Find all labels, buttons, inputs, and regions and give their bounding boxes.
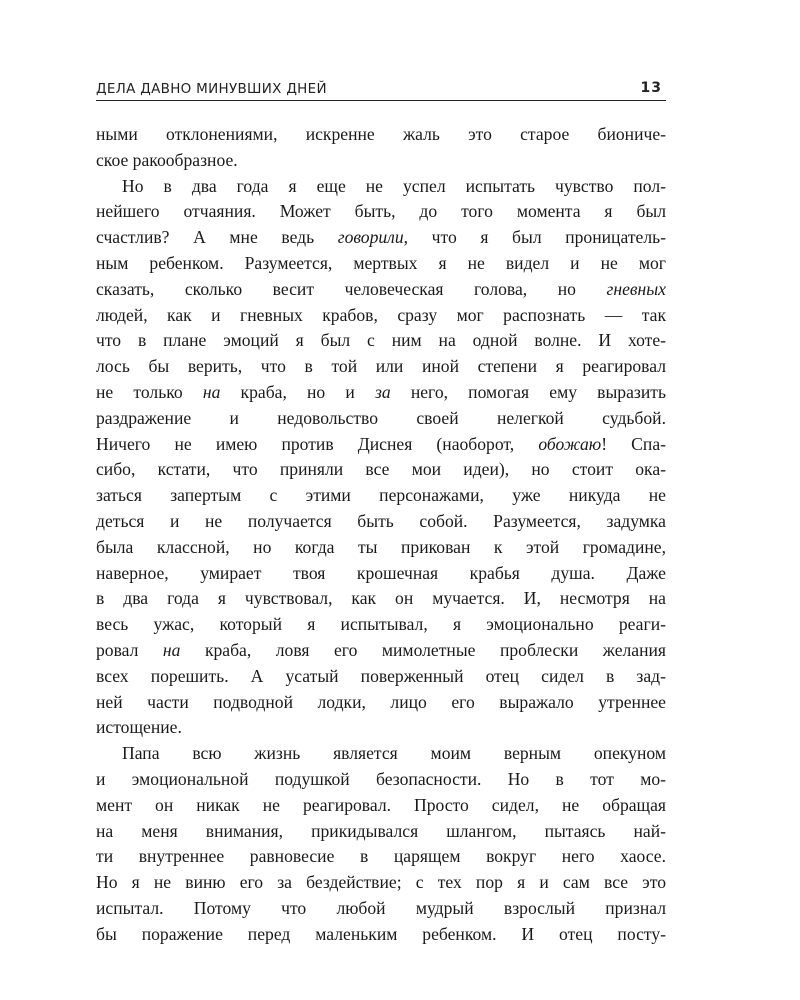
text-line: что в плане эмоций я был с ним на одной волне. И хоте- <box>96 330 666 351</box>
text-line <box>96 432 666 458</box>
text-line: сибо, кстати, что приняли все мои идеи), но стоит ока- <box>96 459 666 480</box>
text-line: лось бы верить, что в той или иной степени я реагировал <box>96 356 666 377</box>
text-line: и эмоциональной подушкой безопасности. Но в тот мо- <box>96 768 666 789</box>
text-line <box>96 225 666 251</box>
text-line: испытал. Потому что любой мудрый взрослый признал <box>96 897 666 918</box>
text-line <box>96 638 666 664</box>
running-header <box>96 80 666 101</box>
text-line <box>96 277 666 303</box>
text-line: деться и не получается быть собой. Разумеется, задумка <box>96 510 666 531</box>
text-line: в два года я чувствовал, как он мучается. И, несмотря на <box>96 588 666 609</box>
text-line: ти внутреннее равновесие в царящем вокруг него хаосе. <box>96 846 666 867</box>
text-line: была классной, но когда ты прикован к этой громадине, <box>96 536 666 557</box>
text-line: нейшего отчаяния. Может быть, до того момента я был <box>96 201 666 222</box>
text-line: ское ракообразное. <box>96 149 238 170</box>
text-line: Но в два года я еще не успел испытать чувство пол- <box>122 175 666 196</box>
text-line: ными отклонениями, искренне жаль это старое биониче- <box>96 124 666 144</box>
text-segment: сказать, сколько весит человеческая голова, но <box>96 278 607 299</box>
text-line: истощение. <box>96 717 182 738</box>
italic-text: гневных <box>606 278 666 299</box>
italic-text: на <box>162 639 181 660</box>
italic-text: обожаю <box>538 433 602 454</box>
text-line: наверное, умирает твоя крошечная крабья душа. Даже <box>96 562 666 583</box>
text-line: ным ребенком. Разумеется, мертвых я не видел и не мог <box>96 252 666 273</box>
page-number: 13 <box>640 80 662 96</box>
text-line <box>96 380 666 406</box>
text-segment: него, помогая ему выразить <box>390 381 666 402</box>
text-line: на меня внимания, прикидывался шлангом, пытаясь най- <box>96 820 666 841</box>
text-segment: краба, ловя его мимолетные проблески желания <box>180 639 667 660</box>
text-line: всех порешить. А усатый поверженный отец сидел в зад- <box>96 665 666 686</box>
italic-text: на <box>202 381 221 402</box>
italic-text: говорили <box>337 227 404 248</box>
text-segment: краба, но и <box>220 381 375 402</box>
text-segment: ровал <box>96 639 163 660</box>
text-line: Папа всю жизнь является моим верным опекуном <box>122 743 666 764</box>
text-line: людей, как и гневных крабов, сразу мог распознать — так <box>96 304 666 325</box>
text-segment: ! Спа- <box>601 433 666 454</box>
italic-text: за <box>374 381 391 402</box>
running-title: ДЕЛА ДАВНО МИНУВШИХ ДНЕЙ <box>96 81 327 97</box>
text-line: бы поражение перед маленьким ребенком. И отец посту- <box>96 923 666 944</box>
text-line: заться запертым с этими персонажами, уже никуда не <box>96 485 666 506</box>
body-text <box>96 122 666 948</box>
text-line: Но я не виню его за бездействие; с тех пор я и сам все это <box>96 872 666 893</box>
text-segment: счастлив? А мне ведь <box>96 227 338 248</box>
text-line: мент он никак не реагировал. Просто сидел, не обращая <box>96 794 666 815</box>
text-line: ней части подводной лодки, лицо его выражало утреннее <box>96 691 666 712</box>
text-line: раздражение и недовольство своей нелегкой судьбой. <box>96 407 666 428</box>
text-segment: , что я был проницатель- <box>403 227 666 248</box>
text-line: весь ужас, который я испытывал, я эмоционально реаги- <box>96 614 666 635</box>
text-segment: Ничего не имею против Диснея (наоборот, <box>96 433 539 454</box>
text-segment: не только <box>96 381 203 402</box>
